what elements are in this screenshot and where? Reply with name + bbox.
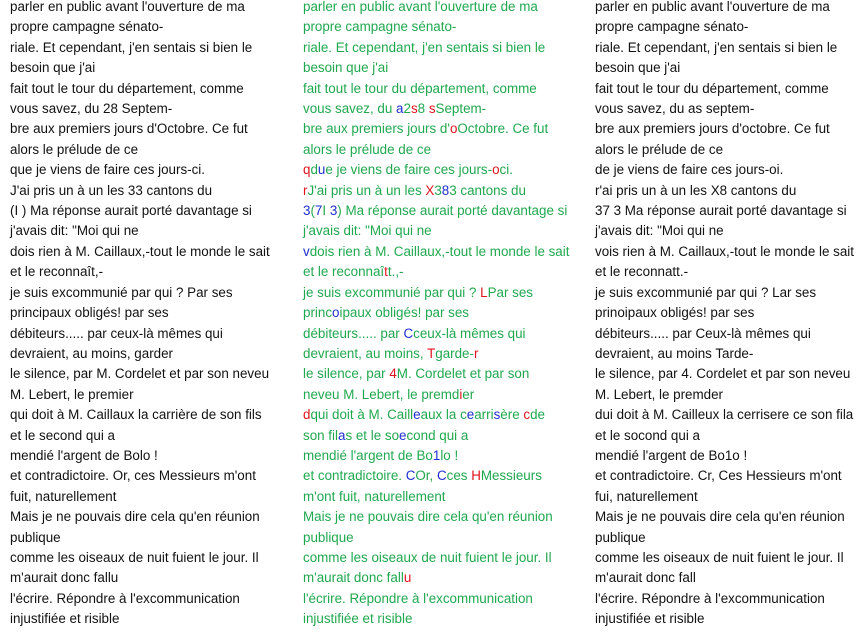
diff-line [303, 405, 585, 425]
text-line: (I ) Ma réponse aurait porté davantage si [10, 203, 252, 219]
matched-text: et le reconnaî [303, 264, 385, 280]
text-line: propre campagne sénato- [595, 19, 749, 35]
text-line: mendié l'argent de Bo1o ! [595, 447, 748, 463]
matched-text: l'écrire. Répondre à l'excommunication [303, 590, 533, 606]
matched-text: injustifiée et risible [303, 611, 413, 627]
text-line: publique [595, 529, 646, 545]
matched-text: J'ai pris un à un les [307, 182, 426, 198]
diff-line [303, 79, 585, 99]
matched-text: j'avais dit: "Moi qui ne [303, 223, 432, 239]
diff-line [303, 568, 585, 588]
matched-text: bre aux premiers jours d' [303, 121, 450, 137]
inserted-text: o [332, 305, 340, 321]
text-line: le silence, par M. Cordelet et par son neveu [10, 366, 270, 382]
diff-line [303, 385, 585, 405]
text-line: fui, naturellement [595, 488, 698, 504]
text-line: comme les oiseaux de nuit fuient le jour. Il [10, 549, 259, 565]
diff-line [303, 446, 585, 466]
diff-line [303, 262, 585, 282]
diff-line [303, 589, 585, 609]
matched-text: publique [303, 529, 354, 545]
text-line: fait tout le tour du département, comme [10, 80, 244, 96]
text-line: Mais je ne pouvais dire cela qu'en réunion [595, 509, 845, 525]
diff-line [303, 242, 585, 262]
deleted-text: c [523, 407, 531, 423]
inserted-text: 7 [314, 203, 323, 219]
matched-text: Par ses [487, 284, 533, 300]
diff-line [303, 0, 585, 17]
diff-line [303, 528, 585, 548]
diff-line [303, 17, 585, 37]
matched-text: princ [303, 305, 333, 321]
diff-line [303, 119, 585, 139]
text-line: et le reconnaît,- [10, 264, 104, 280]
text-line: débiteurs..... par Ceux-là mêmes qui [595, 325, 811, 341]
matched-text: er [462, 386, 475, 402]
deleted-text: u [403, 570, 412, 586]
text-line: parler en public avant l'ouverture de ma [595, 0, 830, 14]
text-line: besoin que j'ai [10, 60, 96, 76]
matched-text: ces [446, 468, 472, 484]
matched-text: riale. Et cependant, j'en sentais si bien le [303, 39, 546, 55]
text-line: prinoipaux obligés! par ses [595, 305, 755, 321]
diff-line [303, 507, 585, 527]
diff-column [303, 0, 585, 630]
matched-text: cond qui a [406, 427, 469, 443]
deleted-text: T [427, 345, 436, 361]
text-line: vous savez, du as septem- [595, 101, 755, 117]
text-line: dui doit à M. Cailleux la cerrisere ce son fila [595, 407, 854, 423]
text-line: fait tout le tour du département, comme [595, 80, 829, 96]
ocr-output-column [595, 0, 857, 630]
text-line: propre campagne sénato- [10, 19, 164, 35]
deleted-text: o [492, 162, 500, 178]
diff-line [303, 99, 585, 119]
text-line: principaux obligés! par ses [10, 305, 169, 321]
text-line: et le second qui a [10, 427, 115, 443]
text-line: vous savez, du 28 Septem- [10, 101, 173, 117]
matched-text: m'ont fuit, naturellement [303, 488, 446, 504]
matched-text: comme les oiseaux de nuit fuient le jour. Il [303, 549, 552, 565]
text-line: je suis excommunié par qui ? Par ses [10, 284, 233, 300]
matched-text: lo ! [440, 447, 459, 463]
matched-text: aux la c [420, 407, 467, 423]
deleted-text: d [303, 407, 311, 423]
matched-text: ) Ma réponse aurait porté davantage si [337, 203, 568, 219]
text-line: alors le prélude de ce [595, 141, 724, 157]
text-line: que je viens de faire ces jours-ci. [10, 162, 206, 178]
text-line: Mais je ne pouvais dire cela qu'en réunion [10, 509, 260, 525]
text-line: bre aux premiers jours d'octobre. Ce fut [595, 121, 830, 137]
deleted-text: i [459, 386, 463, 402]
matched-text: vous savez, du [303, 101, 397, 117]
matched-text: Septem- [435, 101, 487, 117]
matched-text: ère [500, 407, 524, 423]
diff-line [303, 466, 585, 486]
diff-line [303, 609, 585, 629]
text-line: j'avais dit: "Moi qui ne [595, 223, 724, 239]
text-line: riale. Et cependant, j'en sentais si bien le [10, 39, 253, 55]
deleted-text: H [471, 468, 481, 484]
text-line: riale. Et cependant, j'en sentais si bien le [595, 39, 838, 55]
matched-text: son fil [303, 427, 338, 443]
matched-text: ceux-là mêmes qui [413, 325, 526, 341]
matched-text: d [310, 162, 318, 178]
text-line: l'écrire. Répondre à l'excommunication [10, 590, 240, 606]
inserted-text: C [405, 468, 416, 484]
text-line: J'ai pris un à un les 33 cantons du [10, 182, 213, 198]
inserted-text: s [493, 407, 501, 423]
diff-line [303, 201, 585, 221]
text-line: devraient, au moins, garder [10, 345, 174, 361]
matched-text: fait tout le tour du département, comme [303, 80, 537, 96]
inserted-text: e [413, 407, 421, 423]
inserted-text: a [337, 427, 346, 443]
inserted-text: e [466, 407, 475, 423]
inserted-text: v [303, 243, 310, 259]
text-line: je suis excommunié par qui ? Lar ses [595, 284, 817, 300]
diff-line [303, 487, 585, 507]
diff-line [303, 181, 585, 201]
text-line: et contradictoire. Or, ces Messieurs m'ont [10, 468, 256, 484]
text-line: de je viens de faire ces jours-oi. [595, 162, 784, 178]
inserted-text: C [403, 325, 414, 341]
matched-text: et contradictoire. [303, 468, 406, 484]
diff-line [303, 303, 585, 323]
matched-text: Or, [415, 468, 437, 484]
matched-text: propre campagne sénato- [303, 19, 457, 35]
matched-text: t.,- [387, 264, 404, 280]
deleted-text: t [384, 264, 388, 280]
matched-text: dois rien à M. Caillaux,-tout le monde le sait [309, 243, 570, 259]
deleted-text: r [473, 345, 479, 361]
inserted-text: 3 [329, 203, 338, 219]
text-line: fuit, naturellement [10, 488, 117, 504]
matched-text: ci. [499, 162, 513, 178]
matched-text: 2 [403, 101, 411, 117]
matched-text: arri [474, 407, 494, 423]
matched-text: s et le so [345, 427, 400, 443]
text-line: alors le prélude de ce [10, 141, 139, 157]
matched-text: M. Cordelet et par son [396, 366, 530, 382]
deleted-text: o [449, 121, 458, 137]
matched-text: alors le prélude de ce [303, 141, 432, 157]
text-line: injustifiée et risible [595, 611, 705, 627]
inserted-text: u [317, 162, 326, 178]
diff-line [303, 283, 585, 303]
inserted-text: e [399, 427, 407, 443]
text-line: besoin que j'ai [595, 60, 681, 76]
matched-text: ( [310, 203, 315, 219]
matched-text: 3 [434, 182, 442, 198]
matched-text: Octobre. Ce fut [457, 121, 549, 137]
text-line: débiteurs..... par ceux-là mêmes qui [10, 325, 223, 341]
diff-line [303, 58, 585, 78]
matched-text: le silence, par [303, 366, 390, 382]
text-line: dois rien à M. Caillaux,-tout le monde le sait [10, 243, 270, 259]
matched-text: neveu M. Lebert, le premd [303, 386, 460, 402]
deleted-text: q [303, 162, 311, 178]
matched-text: de [530, 407, 545, 423]
text-line: r'ai pris un à un les X8 cantons du [595, 182, 797, 198]
diff-line [303, 426, 585, 446]
text-line: j'avais dit: "Moi qui ne [10, 223, 139, 239]
matched-text: garde- [435, 345, 474, 361]
text-line: m'aurait donc fallu [10, 570, 119, 586]
diff-line [303, 140, 585, 160]
text-line: qui doit à M. Caillaux la carrière de son fils [10, 407, 262, 423]
text-line: M. Lebert, le premier [10, 386, 134, 402]
matched-text: débiteurs..... par [303, 325, 404, 341]
text-line: le silence, par 4. Cordelet et par son neveu [595, 366, 851, 382]
matched-text: besoin que j'ai [303, 60, 389, 76]
inserted-text: a [396, 101, 404, 117]
matched-text: 8 [417, 101, 429, 117]
matched-text: devraient, au moins, [303, 345, 428, 361]
diff-line [303, 364, 585, 384]
matched-text: ipaux obligés! par ses [339, 305, 470, 321]
inserted-text: C [436, 468, 447, 484]
matched-text: I [322, 203, 330, 219]
diff-line [303, 344, 585, 364]
text-line: et le socond qui a [595, 427, 700, 443]
deleted-text: s [410, 101, 418, 117]
diff-line [303, 548, 585, 568]
matched-text: e je viens de faire ces jours- [325, 162, 493, 178]
matched-text: mendié l'argent de Bo [303, 447, 433, 463]
inserted-text: 1 [432, 447, 441, 463]
text-line: et le reconnatt.- [595, 264, 689, 280]
text-line: bre aux premiers jours d'Octobre. Ce fut [10, 121, 248, 137]
text-line: m'aurait donc fall [595, 570, 696, 586]
matched-text: parler en public avant l'ouverture de ma [303, 0, 538, 14]
deleted-text: r [303, 182, 308, 198]
text-line: vois rien à M. Caillaux,-tout le monde le sait [595, 243, 854, 259]
matched-text: je suis excommunié par qui ? [303, 284, 481, 300]
matched-text: Mais je ne pouvais dire cela qu'en réunion [303, 509, 553, 525]
text-line: mendié l'argent de Bolo ! [10, 447, 158, 463]
deleted-text: L [480, 284, 488, 300]
deleted-text: 4 [389, 366, 397, 382]
text-line: 37 3 Ma réponse aurait porté davantage si [595, 203, 847, 219]
deleted-text: X [425, 182, 435, 198]
matched-text: qui doit à M. Caill [310, 407, 414, 423]
ground-truth-column [10, 0, 292, 630]
text-line: devraient, au moins Tarde- [595, 345, 754, 361]
diff-line [303, 160, 585, 180]
matched-text: m'aurait donc fall [303, 570, 404, 586]
text-line: parler en public avant l'ouverture de ma [10, 0, 245, 14]
text-line: injustifiée et risible [10, 611, 120, 627]
text-line: publique [10, 529, 61, 545]
text-line: comme les oiseaux de nuit fuient le jour. Il [595, 549, 844, 565]
matched-text: Messieurs [480, 468, 542, 484]
matched-text: 3 cantons du [449, 182, 526, 198]
inserted-text: 8 [441, 182, 450, 198]
diff-line [303, 221, 585, 241]
text-line: et contradictoire. Cr, Ces Hessieurs m'ont [595, 468, 842, 484]
inserted-text: 3 [303, 203, 311, 219]
text-line: M. Lebert, le premder [595, 386, 724, 402]
diff-line [303, 38, 585, 58]
text-line: l'écrire. Répondre à l'excommunication [595, 590, 825, 606]
deleted-text: s [428, 101, 436, 117]
diff-line [303, 324, 585, 344]
